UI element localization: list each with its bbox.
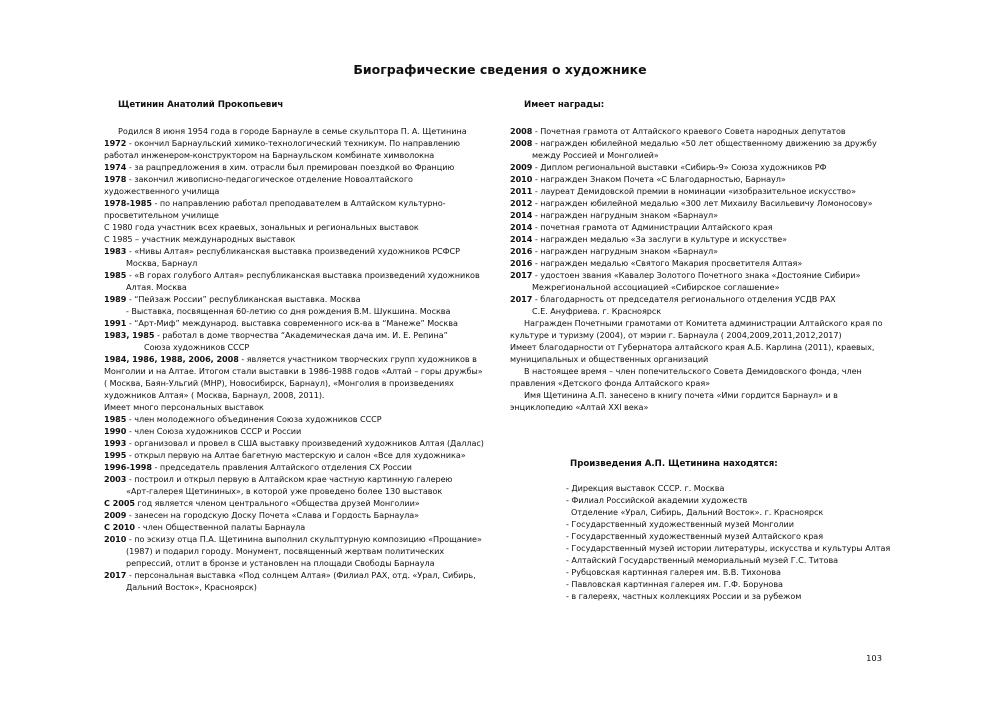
works-item: - Дирекция выставок СССР. г. Москва — [566, 483, 725, 493]
biography-line — [104, 509, 499, 521]
award-line-year: 2008 — [510, 138, 533, 148]
biography-line — [104, 533, 499, 545]
biography-line — [104, 353, 499, 365]
award-line — [510, 125, 910, 137]
award-line-text: - лауреат Демидовской премии в номинации «изобразительное искусство» — [532, 186, 856, 196]
works-item: - Филиал Российской академии художеств — [566, 495, 748, 505]
biography-line — [104, 209, 499, 221]
biography-line-text: год является членом центрального «Общества друзей Монголии» — [134, 498, 420, 508]
works-heading: Произведения А.П. Щетинина находятся: — [570, 459, 778, 469]
biography-line-text: - работал в доме творчества “Академическая дача им. И. Е. Репина” — [154, 330, 448, 340]
biography-line-year: 1993 — [104, 438, 127, 448]
biography-line — [104, 293, 499, 305]
biography-line — [104, 557, 499, 569]
biography-line — [104, 281, 499, 293]
award-line — [510, 293, 910, 305]
works-item: Отделение «Урал, Сибирь, Дальний Восток». г. Красноярск — [566, 507, 824, 517]
biography-line-text: - по направлению работал преподавателем в Алтайском культурно- — [151, 198, 446, 208]
biography-line-year: 1991 — [104, 318, 127, 328]
biography-line-year: 1974 — [104, 162, 127, 172]
award-line-text: - благодарность от председателя регионального отделения УСДВ РАХ — [532, 294, 836, 304]
award-line-text: В настоящее время – член попечительского Совета Демидовского фонда, член — [524, 366, 862, 376]
works-item: - Рубцовская картинная галерея им. В.В. Тихонова — [566, 567, 781, 577]
biography-line — [104, 137, 499, 149]
biography-line-year: 1978 — [104, 174, 127, 184]
award-line — [510, 377, 910, 389]
award-line-year: 2014 — [510, 210, 533, 220]
award-line-year: 2011 — [510, 186, 533, 196]
biography-line-year: С 2010 — [104, 522, 135, 532]
biography-line-text: - построил и открыл первую в Алтайском крае частную картинную галерею — [126, 474, 453, 484]
biography-line — [104, 173, 499, 185]
artist-name-heading: Щетинин Анатолий Прокопьевич — [118, 100, 284, 110]
award-line-year: 2012 — [510, 198, 533, 208]
award-line-year: 2009 — [510, 162, 533, 172]
biography-column — [104, 125, 499, 593]
award-line — [510, 305, 910, 317]
biography-line-text: репрессий, отлит в бронзе и установлен на площади Свободы Барнаула — [126, 558, 435, 568]
award-line — [510, 221, 910, 233]
award-line — [510, 149, 910, 161]
biography-line-text: Имеет много персональных выставок — [104, 402, 264, 412]
award-line — [510, 245, 910, 257]
award-line — [510, 269, 910, 281]
award-line-text: правления «Детского фонда Алтайского края» — [510, 378, 711, 388]
biography-line-text: Союза художников СССР — [144, 342, 250, 352]
biography-line — [104, 185, 499, 197]
biography-line-text: художественного училища — [104, 186, 220, 196]
biography-line-year: 1972 — [104, 138, 127, 148]
biography-line — [104, 581, 499, 593]
biography-line — [104, 317, 499, 329]
biography-line-year: 1978-1985 — [104, 198, 152, 208]
biography-line — [104, 473, 499, 485]
works-item: - Алтайский Государственный мемориальный музей Г.С. Титова — [566, 555, 839, 565]
award-line — [510, 317, 910, 329]
biography-line-text: (1987) и подарил городу. Монумент, посвященный жертвам политических — [126, 546, 445, 556]
works-item: - Государственный художественный музей Монголии — [566, 519, 794, 529]
award-line-year: 2010 — [510, 174, 533, 184]
award-line-text: - награжден нагрудным знаком «Барнаул» — [532, 210, 719, 220]
biography-line-text: - член молодежного объединения Союза художников СССР — [126, 414, 382, 424]
biography-line — [104, 437, 499, 449]
award-line-year: 2016 — [510, 258, 533, 268]
biography-line-text: - открыл первую на Алтае багетную мастерскую и салон «Все для художника» — [126, 450, 466, 460]
biography-line-text: - является участником творческих групп художников в — [238, 354, 477, 364]
biography-line — [104, 305, 499, 317]
award-line-year: 2014 — [510, 222, 533, 232]
award-line-text: - награжден нагрудным знаком «Барнаул» — [532, 246, 719, 256]
biography-line-text: - член Союза художников СССР и России — [126, 426, 302, 436]
award-line-text: - награжден медалью «Святого Макария просветителя Алтая» — [532, 258, 803, 268]
biography-line-text: Родился 8 июня 1954 года в городе Барнауле в семье скульптора П. А. Щетинина — [118, 126, 467, 136]
biography-line-year: 2003 — [104, 474, 127, 484]
biography-line-year: 1984, 1986, 1988, 2006, 2008 — [104, 354, 239, 364]
biography-line-year: 2017 — [104, 570, 127, 580]
biography-line — [104, 245, 499, 257]
awards-column — [510, 125, 910, 413]
award-line-text: - почетная грамота от Администрации Алтайского края — [532, 222, 773, 232]
page-number: 103 — [866, 653, 882, 663]
biography-line-text: - Выставка, посвященная 60-летию со дня рождения В.М. Шукшина. Москва — [126, 306, 451, 316]
biography-line — [104, 449, 499, 461]
award-line-text: - награжден юбилейной медалью «300 лет Михаилу Васильевичу Ломоносову» — [532, 198, 873, 208]
works-item: - Государственный художественный музей Алтайского края — [566, 531, 824, 541]
award-line-text: Межрегиональной ассоциацией «Сибирское соглашение» — [532, 282, 780, 292]
award-line-year: 2017 — [510, 270, 533, 280]
award-line-text: - награжден медалью «За заслуги в культуре и искусстве» — [532, 234, 788, 244]
biography-line-text: Монголии и на Алтае. Итогом стали выставки в 1986-1988 годов «Алтай – горы дружбы» — [104, 366, 483, 376]
biography-line-text: - «Нивы Алтая» республиканская выставка произведений художников РСФСР — [126, 246, 460, 256]
biography-line-year: 2009 — [104, 510, 127, 520]
award-line-text: муниципальных и общественных организаций — [510, 354, 709, 364]
biography-line-text: ( Москва, Баян-Ульгий (МНР), Новосибирск, Барнаул), «Монголия в произведениях — [104, 378, 454, 388]
award-line — [510, 185, 910, 197]
biography-line-text: Москва, Барнаул — [126, 258, 198, 268]
biography-line-text: работал инженером-конструктором на Барнаульском комбинате химволокна — [104, 150, 435, 160]
biography-line — [104, 413, 499, 425]
biography-line — [104, 545, 499, 557]
biography-line — [104, 401, 499, 413]
biography-line — [104, 125, 499, 137]
award-line-text: - Почетная грамота от Алтайского краевого Совета народных депутатов — [532, 126, 846, 136]
awards-heading: Имеет награды: — [524, 100, 605, 110]
biography-line-text: - «В горах голубого Алтая» республиканская выставка произведений художников — [126, 270, 480, 280]
award-line-text: - награжден юбилейной медалью «50 лет общественному движению за дружбу — [532, 138, 877, 148]
award-line — [510, 281, 910, 293]
biography-line-text: - закончил живописно-педагогическое отделение Новоалтайского — [126, 174, 413, 184]
biography-line-text: - за рацпредложения в хим. отрасли был премирован поездкой во Францию — [126, 162, 455, 172]
biography-line-year: 1995 — [104, 450, 127, 460]
biography-line-text: Дальний Восток», Красноярск) — [126, 582, 257, 592]
award-line — [510, 341, 910, 353]
biography-line-year: 1983 — [104, 246, 127, 256]
biography-line-text: С 1980 года участник всех краевых, зональных и региональных выставок — [104, 222, 419, 232]
award-line — [510, 365, 910, 377]
award-line-text: энциклопедию «Алтай XXI века» — [510, 402, 649, 412]
biography-line — [104, 365, 499, 377]
works-list — [566, 482, 926, 602]
award-line — [510, 329, 910, 341]
biography-line — [104, 341, 499, 353]
biography-line — [104, 257, 499, 269]
award-line — [510, 173, 910, 185]
award-line — [510, 389, 910, 401]
award-line — [510, 209, 910, 221]
biography-line-text: - “Арт-Миф” международ. выставка современного иск-ва в “Манеже” Москва — [126, 318, 458, 328]
award-line-text: С.Е. Ануфриева. г. Красноярск — [532, 306, 662, 316]
works-item: - в галереях, частных коллекциях России и за рубежом — [566, 591, 802, 601]
award-line-text: - Диплом региональной выставки «Сибирь-9» Союза художников РФ — [532, 162, 827, 172]
biography-line — [104, 377, 499, 389]
award-line-text: - награжден Знаком Почета «С Благодарностью, Барнаул» — [532, 174, 786, 184]
award-line — [510, 257, 910, 269]
biography-line-year: 1985 — [104, 414, 127, 424]
biography-line-text: Алтая. Москва — [126, 282, 187, 292]
biography-line-text: - окончил Барнаульский химико-технологический техникум. По направлению — [126, 138, 461, 148]
works-item: - Государственный музей истории литературы, искусства и культуры Алтая — [566, 543, 891, 553]
biography-line-text: - организовал и провел в США выставку произведений художников Алтая (Даллас) — [126, 438, 484, 448]
biography-line-year: 1996-1998 — [104, 462, 152, 472]
biography-line-year: С 2005 — [104, 498, 135, 508]
award-line-text: Имеет благодарности от Губернатора алтайского края А.Б. Карлина (2011), краевых, — [510, 342, 875, 352]
biography-line-year: 1989 — [104, 294, 127, 304]
biography-line-text: - председатель правления Алтайского отделения СХ России — [151, 462, 412, 472]
biography-line-year: 1990 — [104, 426, 127, 436]
award-line-text: культуре и туризму (2004), от мэрии г. Барнаула ( 2004,2009,2011,2012,2017) — [510, 330, 842, 340]
award-line-year: 2016 — [510, 246, 533, 256]
biography-line-text: - персональная выставка «Под солнцем Алтая» (Филиал РАХ, отд. «Урал, Сибирь, — [126, 570, 476, 580]
page-title: Биографические сведения о художнике — [353, 62, 647, 77]
biography-line — [104, 269, 499, 281]
biography-line — [104, 425, 499, 437]
award-line — [510, 161, 910, 173]
biography-line-text: художников Алтая» ( Москва, Барнаул, 2008, 2011). — [104, 390, 325, 400]
award-line-year: 2014 — [510, 234, 533, 244]
biography-line — [104, 161, 499, 173]
biography-line — [104, 497, 499, 509]
award-line — [510, 197, 910, 209]
award-line-year: 2017 — [510, 294, 533, 304]
biography-line — [104, 221, 499, 233]
biography-line-year: 2010 — [104, 534, 127, 544]
biography-line — [104, 197, 499, 209]
award-line-text: Награжден Почетными грамотами от Комитета администрации Алтайского края по — [524, 318, 883, 328]
award-line-text: между Россией и Монголией» — [532, 150, 659, 160]
biography-line — [104, 389, 499, 401]
award-line — [510, 401, 910, 413]
award-line-text: Имя Щетинина А.П. занесено в книгу почета «Ими гордится Барнаул» и в — [524, 390, 838, 400]
biography-line — [104, 149, 499, 161]
biography-line — [104, 461, 499, 473]
award-line — [510, 137, 910, 149]
biography-line — [104, 521, 499, 533]
biography-line — [104, 569, 499, 581]
biography-line-text: - член Общественной палаты Барнаула — [134, 522, 306, 532]
biography-line-year: 1983, 1985 — [104, 330, 155, 340]
works-item: - Павловская картинная галерея им. Г.Ф. Борунова — [566, 579, 783, 589]
award-line — [510, 233, 910, 245]
biography-line — [104, 233, 499, 245]
award-line-text: - удостоен звания «Кавалер Золотого Почетного знака «Достояние Сибири» — [532, 270, 861, 280]
biography-line-text: «Арт-галерея Щетининых», в которой уже проведено более 130 выставок — [126, 486, 443, 496]
award-line — [510, 353, 910, 365]
biography-line-text: - занесен на городскую Доску Почета «Слава и Гордость Барнаула» — [126, 510, 420, 520]
biography-line-text: - по эскизу отца П.А. Щетинина выполнил скульптурную композицию «Прощание» — [126, 534, 482, 544]
biography-line-text: С 1985 – участник международных выставок — [104, 234, 296, 244]
award-line-year: 2008 — [510, 126, 533, 136]
biography-line-text: просветительном училище — [104, 210, 219, 220]
biography-line-text: - “Пейзаж России” республиканская выставка. Москва — [126, 294, 361, 304]
biography-line-year: 1985 — [104, 270, 127, 280]
biography-line — [104, 485, 499, 497]
biography-line — [104, 329, 499, 341]
